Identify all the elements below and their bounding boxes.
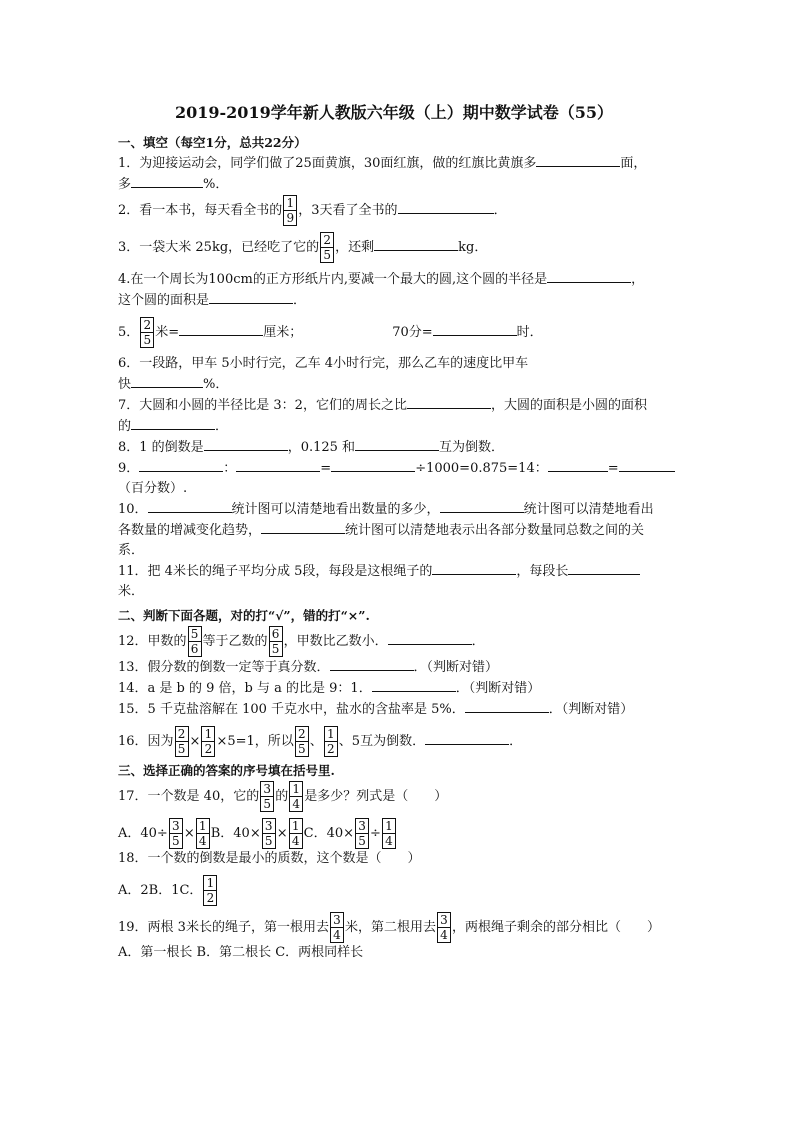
- fraction: $\frac{1}{9}$: [283, 195, 297, 226]
- answer-blank[interactable]: [131, 416, 215, 430]
- question-7-cont: 的 ．: [118, 416, 678, 437]
- answer-blank[interactable]: [204, 437, 288, 451]
- fraction: $\frac{2}{5}$: [295, 726, 309, 757]
- question-14: 14．a 是 b 的 9 倍，b 与 a 的比是 9：1． ．（判断对错）: [118, 678, 678, 699]
- answer-blank[interactable]: [261, 520, 345, 534]
- answer-blank[interactable]: [440, 499, 524, 513]
- answer-blank[interactable]: [536, 153, 620, 167]
- question-10: 10． 统计图可以清楚地看出数量的多少， 统计图可以清楚地看出: [118, 499, 678, 520]
- question-17-options[interactable]: A．40÷ $\frac{3}{5}$ × $\frac{1}{4}$ B．40× $\frac{3}{5}$ × $\frac{1}{4}$ C．40× $\frac{3}{5}$ ÷ $\frac{1}{4}$: [118, 818, 678, 849]
- question-15: 15．5 千克盐溶解在 100 千克水中，盐水的含盐率是 5%． ．（判断对错）: [118, 699, 678, 720]
- question-4: 4.在一个周长为100cm的正方形纸片内,要减一个最大的圆,这个圆的半径是 ，: [118, 269, 678, 290]
- question-13: 13．假分数的倒数一定等于真分数． ．（判断对错）: [118, 657, 678, 678]
- answer-blank[interactable]: [568, 561, 640, 575]
- answer-blank[interactable]: [465, 699, 549, 713]
- question-6-cont: 快 %．: [118, 374, 678, 395]
- question-4-cont: 这个圆的面积是 ．: [118, 290, 678, 311]
- answer-blank[interactable]: [433, 322, 517, 336]
- question-18: 18．一个数的倒数是最小的质数，这个数是（ ）: [118, 851, 421, 866]
- question-18-options[interactable]: A．2B．1C． $\frac{1}{2}$: [118, 875, 678, 906]
- answer-blank[interactable]: [407, 395, 491, 409]
- fraction: $\frac{3}{5}$: [355, 818, 369, 849]
- answer-blank[interactable]: [139, 458, 223, 472]
- fraction: $\frac{1}{2}$: [324, 726, 338, 757]
- question-16: 16．因为 $\frac{2}{5}$ × $\frac{1}{2}$ ×5=1，所以 $\frac{2}{5}$ 、 $\frac{1}{2}$ 、5互为倒数． ．: [118, 727, 523, 756]
- fraction: $\frac{3}{4}$: [330, 912, 344, 943]
- question-5: 5． $\frac{2}{5}$ 米= 厘米； 70分= 时．: [118, 318, 543, 347]
- section-heading-3: 三、选择正确的答案的序号填在括号里.: [118, 763, 335, 778]
- answer-blank[interactable]: [131, 374, 203, 388]
- section-heading-1: 一、填空（每空1分，总共22分）: [118, 135, 307, 150]
- question-2: 2．看一本书，每天看全书的 $\frac{1}{9}$ ，3天看了全书的 ．: [118, 196, 507, 225]
- fraction: $\frac{1}{4}$: [289, 818, 303, 849]
- question-7: 7．大圆和小圆的半径比是 3：2，它们的周长之比 ，大圆的面积是小圆的面积: [118, 395, 678, 416]
- question-11-cont: 米．: [118, 584, 145, 599]
- fraction: $\frac{5}{6}$: [188, 626, 202, 657]
- answer-blank[interactable]: [331, 458, 415, 472]
- answer-blank[interactable]: [425, 731, 509, 745]
- question-9: 9． ： = ÷1000=0.875=14： =: [118, 458, 678, 479]
- fraction: $\frac{2}{5}$: [175, 726, 189, 757]
- answer-blank[interactable]: [398, 200, 494, 214]
- answer-blank[interactable]: [330, 657, 414, 671]
- answer-blank[interactable]: [209, 290, 293, 304]
- fraction: $\frac{1}{2}$: [203, 875, 217, 906]
- question-8: 8．1 的倒数是 ，0.125 和 互为倒数．: [118, 437, 678, 458]
- fraction: $\frac{1}{4}$: [382, 818, 396, 849]
- answer-blank[interactable]: [388, 631, 472, 645]
- answer-blank[interactable]: [619, 458, 675, 472]
- page-title: 2019-2019学年新人教版六年级（上）期中数学试卷（55）: [175, 103, 613, 122]
- exam-page: [118, 100, 678, 963]
- answer-blank[interactable]: [372, 678, 456, 692]
- fraction: $\frac{1}{4}$: [289, 781, 303, 812]
- answer-blank[interactable]: [547, 269, 631, 283]
- answer-blank[interactable]: [236, 458, 320, 472]
- fraction: $\frac{3}{5}$: [262, 818, 276, 849]
- question-10-cont: 各数量的增减变化趋势， 统计图可以清楚地表示出各部分数量同总数之间的关: [118, 520, 678, 541]
- question-17: 17．一个数是 40，它的 $\frac{3}{5}$ 的 $\frac{1}{4}$ 是多少？列式是（ ）: [118, 782, 448, 811]
- fraction: $\frac{2}{5}$: [320, 232, 334, 263]
- answer-blank[interactable]: [148, 499, 232, 513]
- fraction: $\frac{3}{4}$: [437, 912, 451, 943]
- question-19: 19．两根 3米长的绳子，第一根用去 $\frac{3}{4}$ 米，第二根用去 $\frac{3}{4}$ ，两根绳子剩余的部分相比（ ）: [118, 913, 660, 942]
- question-1: 1．为迎接运动会，同学们做了25面黄旗，30面红旗，做的红旗比黄旗多 面，: [118, 153, 678, 174]
- answer-blank[interactable]: [131, 174, 203, 188]
- fraction: $\frac{3}{5}$: [260, 781, 274, 812]
- question-1-cont: 多 %．: [118, 174, 678, 195]
- answer-blank[interactable]: [179, 322, 263, 336]
- fraction: $\frac{1}{4}$: [196, 818, 210, 849]
- section-heading-2: 二、判断下面各题，对的打“√”，错的打“×”.: [118, 608, 370, 623]
- fraction: $\frac{2}{5}$: [140, 317, 154, 348]
- question-11: 11．把 4米长的绳子平均分成 5段，每段是这根绳子的 ，每段长: [118, 561, 678, 582]
- question-3: 3．一袋大米 25kg，已经吃了它的 $\frac{2}{5}$ ，还剩 kg．: [118, 233, 488, 262]
- answer-blank[interactable]: [374, 237, 458, 251]
- fraction: $\frac{1}{2}$: [201, 726, 215, 757]
- question-19-options[interactable]: A．第一根长 B．第二根长 C．两根同样长: [118, 945, 364, 960]
- question-6: 6．一段路，甲车 5小时行完，乙车 4小时行完，那么乙车的速度比甲车: [118, 356, 529, 371]
- fraction: $\frac{6}{5}$: [269, 626, 283, 657]
- answer-blank[interactable]: [432, 561, 516, 575]
- fraction: $\frac{3}{5}$: [169, 818, 183, 849]
- question-9-cont: （百分数）.: [118, 481, 188, 496]
- answer-blank[interactable]: [548, 458, 608, 472]
- answer-blank[interactable]: [355, 437, 439, 451]
- question-10-end: 系．: [118, 543, 145, 558]
- question-12: 12．甲数的 $\frac{5}{6}$ 等于乙数的 $\frac{6}{5}$ ，甲数比乙数小． ．: [118, 627, 485, 656]
